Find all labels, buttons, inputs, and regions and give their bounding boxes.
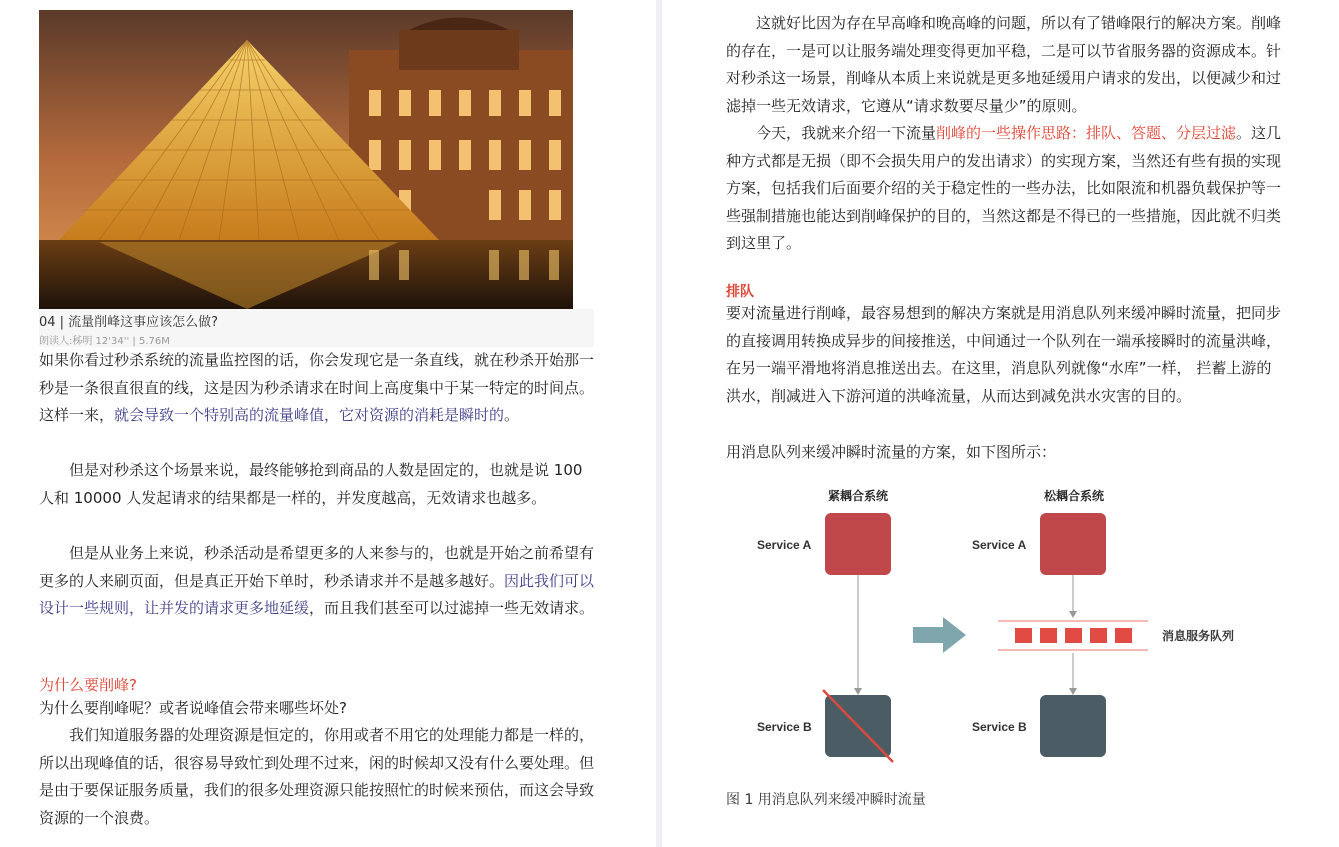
section-heading: 为什么要削峰? — [39, 676, 137, 694]
figure-caption: 图 1 用消息队列来缓冲瞬时流量 — [726, 792, 926, 808]
paragraph-text: 如果你看过秒杀系统的流量监控图的话，你会发现它是一条直线，就在秒杀开始那一秒是一条很直很直的线，这是因为秒杀请求在时间上高度集中于某一特定的时间点。这样一来， — [39, 351, 595, 424]
service-a-label: Service A — [972, 538, 1027, 552]
paragraph-text: 今天，我就来介绍一下流量 — [756, 124, 937, 142]
service-b-box — [1040, 695, 1106, 757]
queue-message — [1065, 628, 1082, 643]
highlight-text: 因此我们可以设计一些规则，让并发的请求更多地延缓 — [39, 571, 595, 617]
paragraph — [39, 347, 595, 430]
paragraph — [726, 120, 1282, 258]
pyramid-photo — [39, 10, 573, 309]
service-b-label: Service B — [757, 720, 812, 734]
queue-diagram — [740, 480, 1260, 770]
section-heading: 排队 — [726, 284, 754, 300]
paragraph: 这就好比因为存在早高峰和晚高峰的问题，所以有了错峰限行的解决方案。削峰的存在，一是可以让服务端处理变得更加平稳，二是可以节省服务器的资源成本。针对秒杀这一场景，削峰从本质上来说就是更多地延缓用户请求的发出，以便减少和过滤掉一些无效请求，它遵从“请求数要尽量少”的原则。 — [726, 14, 1282, 115]
figure-intro: 用消息队列来缓冲瞬时流量的方案，如下图所示： — [726, 443, 1057, 461]
highlight-text: 就会导致一个特别高的流量峰值，它对资源的消耗是瞬时的 — [114, 406, 505, 424]
paragraph: 但是对秒杀这个场景来说，最终能够抢到商品的人数是固定的，也就是说 100 人和 10000 人发起请求的结果都是一样的，并发度越高，无效请求也越多。 — [39, 461, 583, 507]
arrow-head-icon — [1069, 688, 1077, 695]
highlight-text: 削峰的一些操作思路：排队、答题、分层过滤 — [936, 124, 1237, 142]
queue-label: 消息服务队列 — [1162, 629, 1235, 643]
audio-player-bar[interactable] — [39, 309, 594, 347]
tight-coupling-title: 紧耦合系统 — [827, 489, 889, 503]
transform-arrow-icon — [913, 617, 966, 653]
paragraph-text: 但是从业务上来说，秒杀活动是希望更多的人来参与的，也就是开始之前希望有更多的人来刷页面，但是真正开始下单时，秒杀请求并不是越多越好。 — [39, 544, 595, 590]
paragraph-text: 。这几种方式都是无损（即不会损失用户的发出请求）的实现方案，当然还有些有损的实现方案，包括我们后面要介绍的关于稳定性的一些办法，比如限流和机器负载保护等一些强制措施也能达到削峰保护的目的，当然这都是不得已的一些措施，因此就不归类到这里了。 — [726, 124, 1282, 252]
paragraph: 要对流量进行削峰，最容易想到的解决方案就是用消息队列来缓冲瞬时流量，把同步的直接调用转换成异步的间接推送，中间通过一个队列在一端承接瞬时的流量洪峰，在另一端平滑地将消息推送出去。在这里，消息队列就像“水库”一样， 拦蓄上游的洪水，削减进入下游河道的洪峰流量，从而达到减免洪水灾害的目的。 — [726, 304, 1282, 405]
audio-meta: 朗读人:秭明 12'34'' | 5.76M — [39, 336, 170, 347]
queue-message — [1015, 628, 1032, 643]
hero-image — [39, 10, 573, 309]
left-page — [0, 0, 656, 847]
service-b-label: Service B — [972, 720, 1027, 734]
queue-message — [1115, 628, 1132, 643]
service-a-box — [825, 513, 891, 575]
paragraph: 我们知道服务器的处理资源是恒定的，你用或者不用它的处理能力都是一样的，所以出现峰值的话，很容易导致忙到处理不过来，闲的时候却又没有什么要处理。但是由于要保证服务质量，我们的很多处理资源只能按照忙的时候来预估，而这会导致资源的一个浪费。 — [39, 726, 595, 827]
paragraph-text: 。 — [504, 406, 520, 424]
queue-message — [1040, 628, 1057, 643]
paragraph — [39, 540, 595, 623]
arrow-head-icon — [854, 688, 862, 695]
paragraph-text: ，而且我们甚至可以过滤掉一些无效请求。 — [309, 599, 595, 617]
queue-message — [1090, 628, 1107, 643]
question-text: 为什么要削峰呢？或者说峰值会带来哪些坏处? — [39, 699, 347, 717]
service-a-box — [1040, 513, 1106, 575]
article-title: 04 | 流量削峰这事应该怎么做? — [39, 315, 219, 330]
service-a-label: Service A — [757, 538, 812, 552]
loose-coupling-title: 松耦合系统 — [1043, 489, 1105, 503]
arrow-head-icon — [1069, 611, 1077, 618]
